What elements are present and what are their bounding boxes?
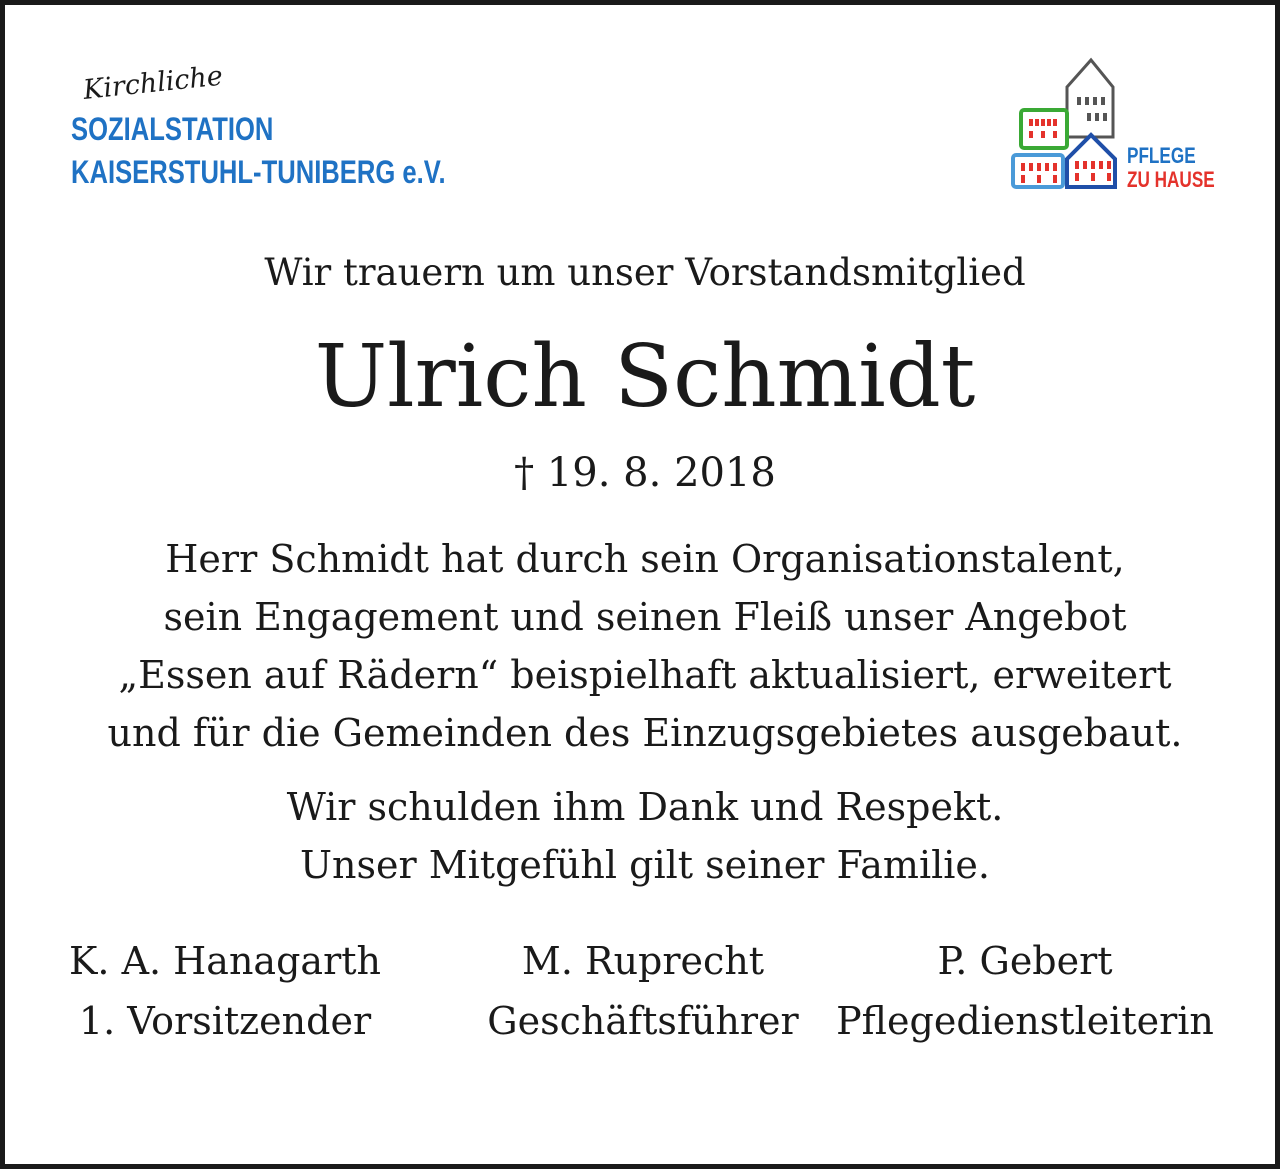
- deceased-name: Ulrich Schmidt: [314, 327, 976, 427]
- signatory-name: K. A. Hanagarth: [69, 939, 381, 983]
- signatory: [825, 939, 1225, 1043]
- body-line: sein Engagement und seinen Fleiß unser Angebot: [163, 595, 1127, 639]
- signatory-role: Geschäftsführer: [487, 999, 799, 1043]
- signatory: [45, 939, 405, 1043]
- logo-zu-hause-text: ZU HAUSE: [1127, 167, 1215, 192]
- sozialstation-logo: [69, 60, 509, 197]
- body-line: und für die Gemeinden des Einzugsgebietes ausgebaut.: [107, 711, 1183, 755]
- body-line: „Essen auf Rädern“ beispielhaft aktualisiert, erweitert: [118, 653, 1172, 697]
- intro-line: Wir trauern um unser Vorstandsmitglied: [264, 251, 1026, 294]
- logo-pflege-text: PFLEGE: [1127, 143, 1196, 168]
- signatory-role: 1. Vorsitzender: [78, 999, 372, 1043]
- logo-org-line2: KAISERSTUHL-TUNIBERG e.V.: [71, 154, 446, 190]
- signatory: [463, 939, 823, 1043]
- houses-icon: [1005, 57, 1127, 192]
- signatory-name: P. Gebert: [937, 939, 1113, 983]
- body-line: Herr Schmidt hat durch sein Organisationstalent,: [165, 537, 1125, 581]
- logo-org-line1: SOZIALSTATION: [71, 111, 274, 147]
- thanks-line: Wir schulden ihm Dank und Respekt.: [286, 785, 1004, 829]
- pflege-zu-hause-logo: [1005, 57, 1235, 197]
- death-date: † 19. 8. 2018: [514, 450, 776, 496]
- thanks-line: Unser Mitgefühl gilt seiner Familie.: [300, 843, 990, 887]
- signatory-name: M. Ruprecht: [521, 939, 765, 983]
- logo-kirchliche-text: Kirchliche: [81, 60, 225, 106]
- signatory-role: Pflegedienstleiterin: [836, 999, 1214, 1043]
